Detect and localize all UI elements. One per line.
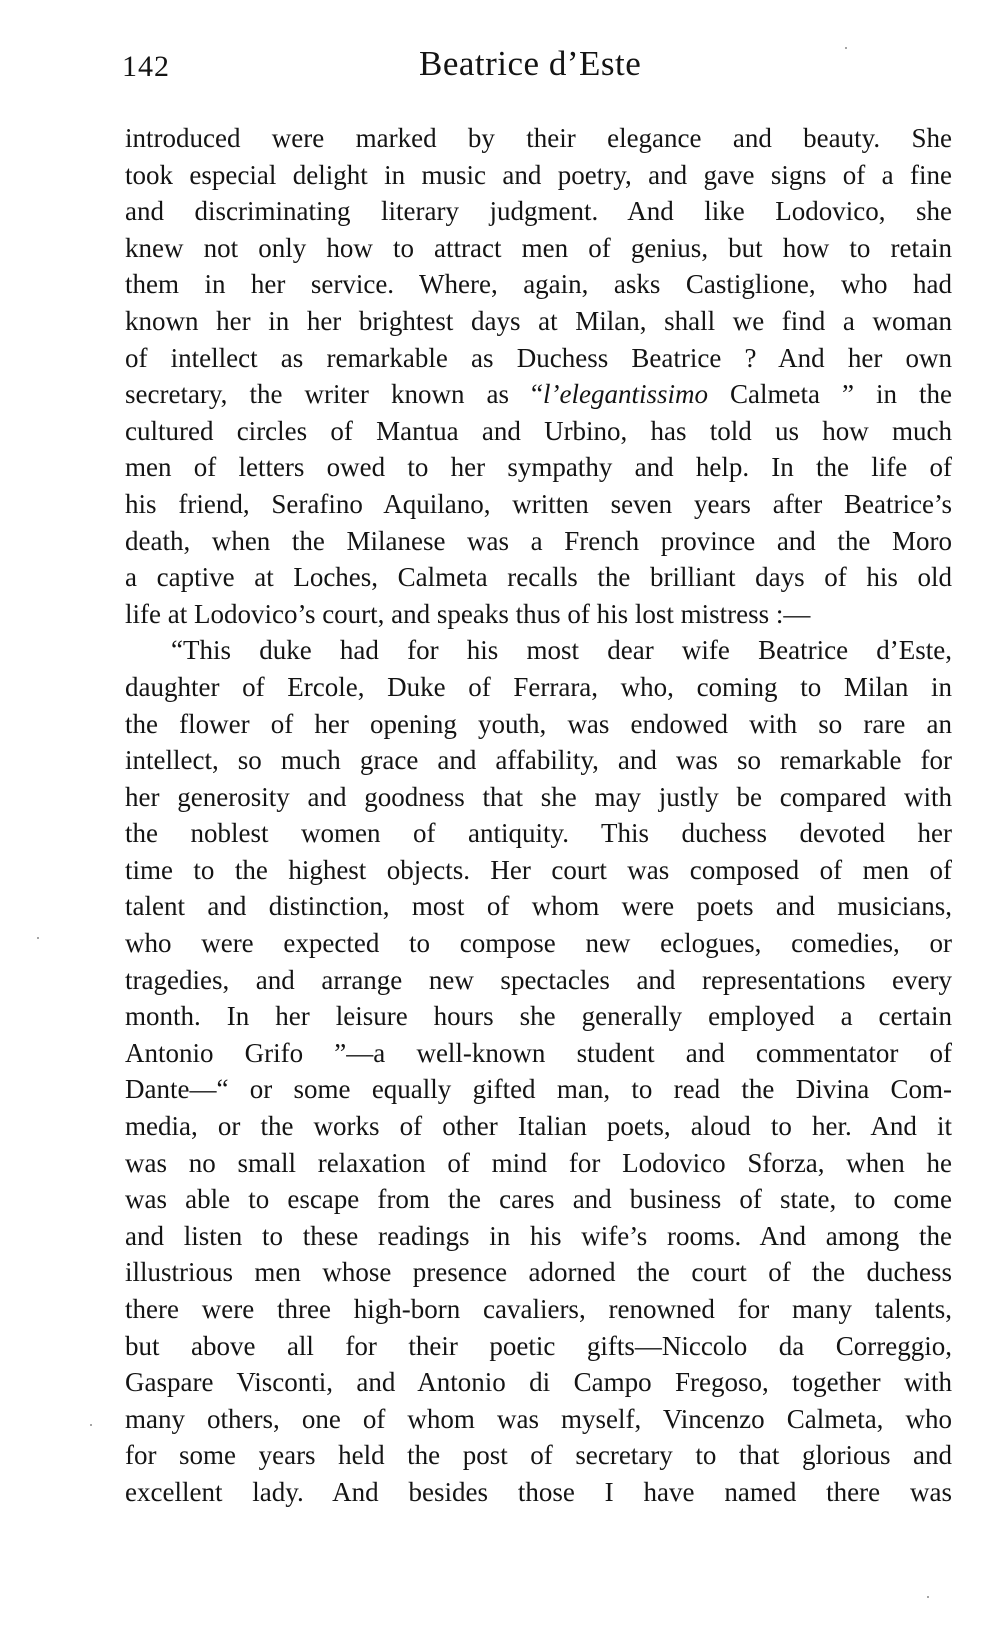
text-line: media, or the works of other Italian poets, aloud to her. And it — [125, 1111, 952, 1142]
text-line: the flower of her opening youth, was endowed with so rare an — [125, 708, 952, 739]
text-line: Antonio Grifo ”—a well-known student and commentator of — [125, 1037, 952, 1068]
text-line: Gaspare Visconti, and Antonio di Campo Fregoso, together with — [125, 1367, 952, 1398]
text-line: who were expected to compose new eclogues, comedies, or — [125, 928, 952, 959]
text-line: “This duke had for his most dear wife Beatrice d’Este, — [171, 635, 952, 666]
text-line: his friend, Serafino Aquilano, written seven years after Beatrice’s — [125, 488, 952, 519]
running-title: Beatrice d’Este — [419, 44, 642, 83]
text-line: the noblest women of antiquity. This duchess devoted her — [125, 818, 952, 849]
text-line: introduced were marked by their elegance and beauty. She — [125, 123, 952, 153]
text-line: and discriminating literary judgment. And like Lodovico, she — [125, 196, 952, 227]
text-line: death, when the Milanese was a French province and the Moro — [125, 525, 952, 556]
text-line: known her in her brightest days at Milan, shall we find a woman — [125, 305, 952, 336]
text-line: intellect, so much grace and affability, and was so remarkable for — [125, 745, 952, 776]
text-line: illustrious men whose presence adorned the court of the duchess — [125, 1257, 952, 1288]
text-line: there were three high-born cavaliers, renowned for many talents, — [125, 1294, 952, 1324]
text-line: her generosity and goodness that she may justly be compared with — [125, 781, 952, 812]
text-line — [125, 376, 952, 413]
text-line: was able to escape from the cares and business of state, to come — [125, 1184, 952, 1215]
scan-speck — [90, 1424, 92, 1426]
text-segment: secretary, the writer known as “ — [125, 379, 543, 410]
text-line: for some years held the post of secretary to that glorious and — [125, 1440, 952, 1471]
text-line: a captive at Loches, Calmeta recalls the brilliant days of his old — [125, 562, 952, 593]
text-line: tragedies, and arrange new spectacles and representations every — [125, 964, 952, 995]
scan-speck — [927, 1596, 929, 1598]
text-line: daughter of Ercole, Duke of Ferrara, who, coming to Milan in — [125, 671, 952, 702]
text-line: was no small relaxation of mind for Lodovico Sforza, when he — [125, 1147, 952, 1178]
text-line: took especial delight in music and poetry, and gave signs of a fine — [125, 159, 952, 190]
text-line: excellent lady. And besides those I have named there was — [125, 1476, 952, 1507]
text-line: many others, one of whom was myself, Vincenzo Calmeta, who — [125, 1403, 952, 1434]
text-line: knew not only how to attract men of genius, but how to retain — [125, 232, 952, 263]
body-text — [125, 120, 952, 1511]
page-number: 142 — [122, 50, 170, 83]
italic-phrase: l’elegantissimo — [542, 379, 708, 410]
scan-speck — [37, 937, 39, 939]
text-line: of intellect as remarkable as Duchess Beatrice ? And her own — [125, 342, 952, 373]
text-line: life at Lodovico’s court, and speaks thus of his lost mistress :— — [125, 598, 811, 629]
text-line: but above all for their poetic gifts—Niccolo da Correggio, — [125, 1330, 952, 1361]
text-line: talent and distinction, most of whom were poets and musicians, — [125, 891, 952, 922]
scan-speck — [845, 47, 847, 49]
text-segment: Calmeta ” in the — [707, 379, 953, 410]
text-line: cultured circles of Mantua and Urbino, has told us how much — [125, 415, 952, 446]
text-line: Dante—“ or some equally gifted man, to read the Divina Com- — [125, 1074, 952, 1105]
text-line: time to the highest objects. Her court was composed of men of — [125, 854, 952, 885]
text-line: month. In her leisure hours she generally employed a certain — [125, 1001, 952, 1032]
text-line: men of letters owed to her sympathy and help. In the life of — [125, 452, 952, 483]
text-line: them in her service. Where, again, asks Castiglione, who had — [125, 269, 952, 300]
text-line: and listen to these readings in his wife’s rooms. And among the — [125, 1220, 952, 1251]
page-header — [0, 44, 1000, 94]
